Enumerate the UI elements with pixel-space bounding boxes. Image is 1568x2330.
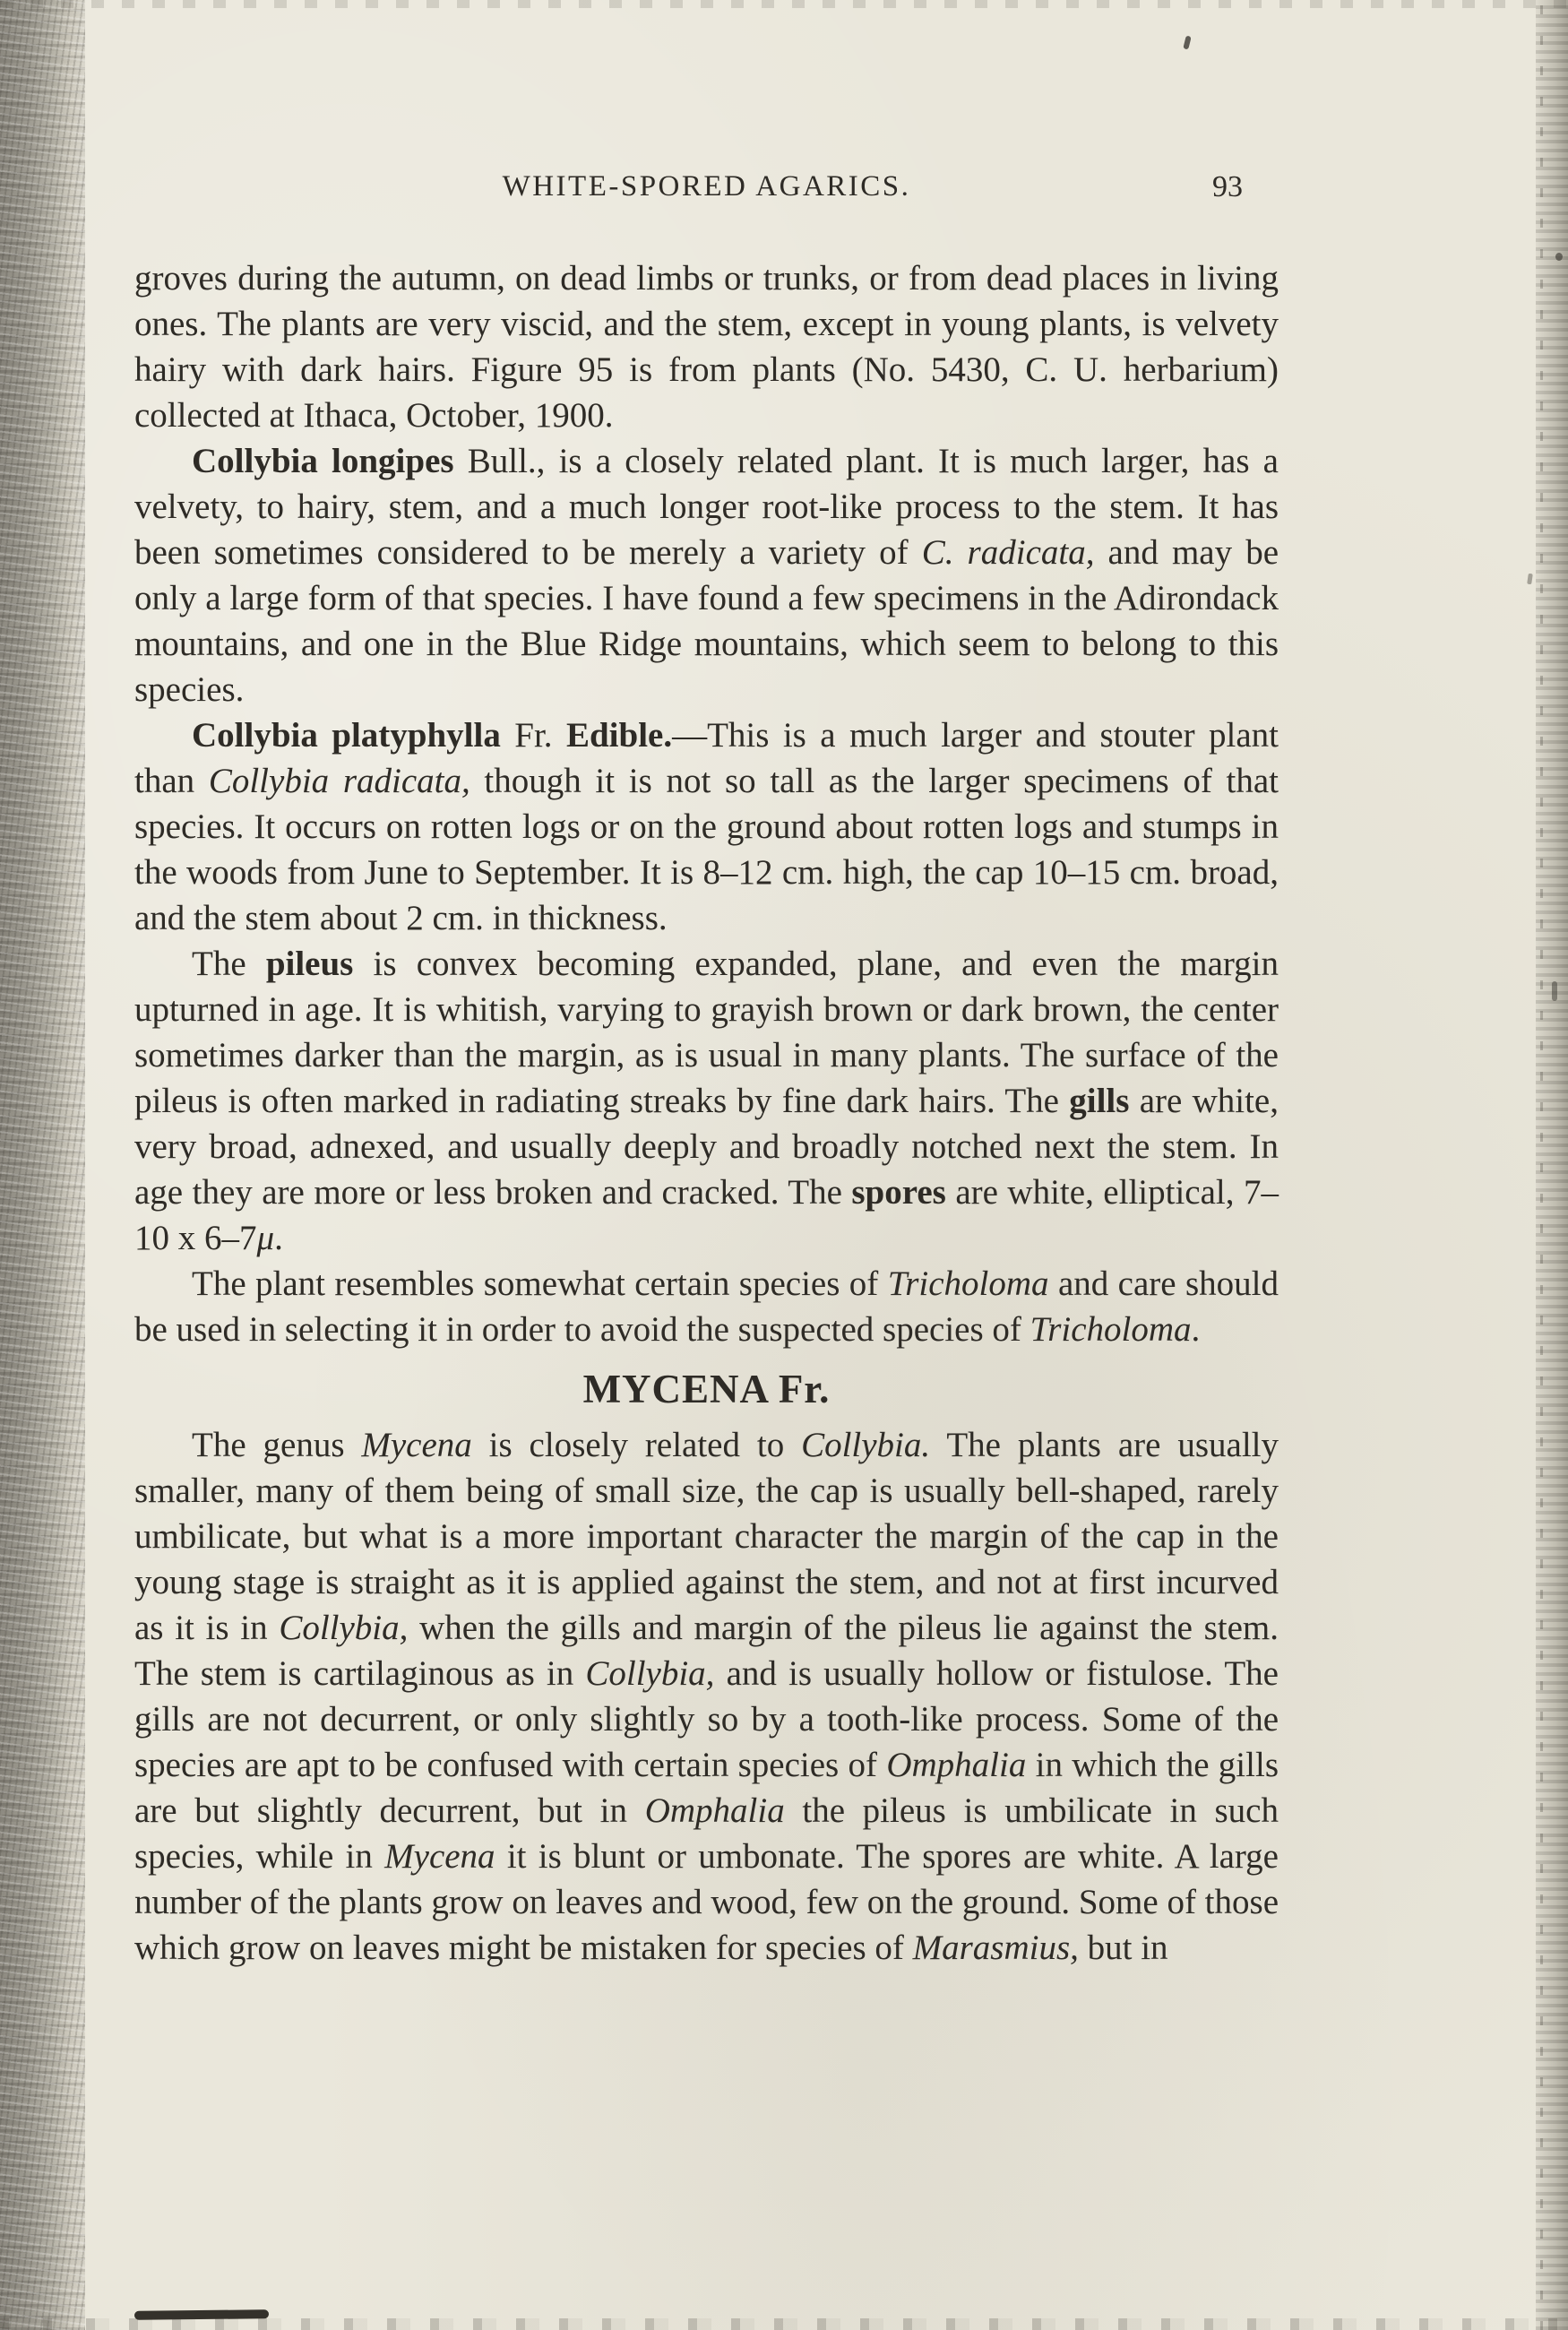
text-segment: Mycena	[384, 1837, 495, 1876]
paragraph	[134, 712, 1279, 941]
scan-edge-top	[0, 0, 1568, 8]
text-segment: are white, elliptical, 7–10 x 6–7	[134, 1173, 1279, 1257]
text-segment: The plants are usually smaller, many of them being of small size, the cap is usually bell-shaped, rarely umbilicate, but what is a more important character the margin of the cap in the young stage is straight as it is applied against the stem, and not at first incurved as it is in	[134, 1426, 1279, 1647]
scan-artifact	[134, 2309, 269, 2320]
text-segment: the pileus is umbilicate in such species, while in	[134, 1791, 1279, 1876]
text-segment: and may be only a large form of that species. I have found a few specimens in the Adirondack mountains, and one in the Blue Ridge mountains, which seem to belong to this species.	[134, 533, 1279, 709]
scan-artifact	[1183, 35, 1191, 49]
scan-artifact	[1555, 253, 1563, 261]
paragraph	[134, 255, 1279, 438]
text-segment: Omphalia	[644, 1791, 785, 1830]
running-header	[134, 170, 1279, 203]
text-segment: .	[1191, 1310, 1201, 1349]
text-segment: μ	[256, 1219, 275, 1257]
text-segment: is convex becoming expanded, plane, and even the margin upturned in age. It is whitish, varying to grayish brown or dark brown, the center sometimes darker than the margin, as is usual in many plants. The surface of the pileus is often marked in radiating streaks by fine dark hairs. The	[134, 945, 1279, 1120]
text-segment: and is usually hollow or fistulose. The gills are not decurrent, or only slightly so by a tooth-like process. Some of the species are apt to be confused with certain species of	[134, 1654, 1279, 1784]
text-segment: Fr.	[500, 716, 566, 755]
scan-edge-left	[0, 0, 85, 2330]
text-segment: C. radicata,	[921, 533, 1095, 572]
text-segment: The	[192, 945, 266, 983]
text-segment: Collybia platyphylla	[192, 716, 501, 755]
text-segment: Edible.	[565, 716, 673, 755]
text-segment: Omphalia	[886, 1746, 1027, 1784]
text-segment: is closely related to	[471, 1426, 802, 1464]
scan-artifact	[1552, 981, 1557, 1001]
paragraph	[134, 941, 1279, 1261]
text-segment: Collybia.	[801, 1426, 931, 1464]
text-segment: Collybia,	[279, 1609, 409, 1647]
scan-crease-line	[1540, 0, 1543, 2330]
text-segment: when the gills and margin of the pileus lie against the stem. The stem is cartilaginous as in	[134, 1609, 1279, 1693]
text-segment: and care should be used in selecting it in order to avoid the suspected species of	[134, 1264, 1279, 1349]
scan-artifact	[1527, 574, 1533, 585]
scan-edge-bottom	[0, 2318, 1568, 2330]
text-segment: —This is a much larger and stouter plant than	[134, 716, 1279, 800]
text-segment: Collybia,	[585, 1654, 715, 1693]
text-segment: .	[274, 1219, 283, 1257]
text-segment: pileus	[265, 945, 354, 983]
text-segment: Collybia radicata,	[208, 762, 470, 800]
running-header-title: WHITE-SPORED AGARICS.	[502, 170, 911, 203]
text-segment: are white, very broad, adnexed, and usually deeply and broadly notched next the stem. In age they are more or less broken and cracked. The	[134, 1082, 1279, 1212]
text-segment: Tricholoma	[887, 1264, 1049, 1303]
text-segment: Bull., is a closely related plant. It is much larger, has a velvety, to hairy, stem, and a much longer root-like process to the stem. It has been sometimes considered to be merely a variety of	[134, 442, 1279, 572]
text-segment: though it is not so tall as the larger specimens of that species. It occurs on rotten logs or on the ground about rotten logs and stumps in the woods from June to September. It is 8–12 cm. high, the cap 10–15 cm. broad, and the stem about 2 cm. in thickness.	[134, 762, 1279, 937]
text-segment: The plant resembles somewhat certain species of	[192, 1264, 888, 1303]
text-segment: gills	[1069, 1082, 1130, 1120]
text-segment: spores	[851, 1173, 946, 1212]
text-segment: Marasmius,	[912, 1929, 1079, 1967]
page-number: 93	[1212, 170, 1243, 203]
text-segment: in which the gills are but slightly decurrent, but in	[134, 1746, 1279, 1830]
paragraph	[134, 1422, 1279, 1971]
text-segment: Tricholoma	[1030, 1310, 1192, 1349]
text-segment: The genus	[192, 1426, 362, 1464]
page-content	[134, 170, 1279, 1971]
text-segment: Mycena	[361, 1426, 472, 1464]
paragraph	[134, 438, 1279, 712]
section-heading: MYCENA Fr.	[582, 1367, 831, 1411]
text-segment: it is blunt or umbonate. The spores are white. A large number of the plants grow on leaves and wood, few on the ground. Some of those which grow on leaves might be mistaken for species of	[134, 1837, 1279, 1967]
scan-edge-right	[1536, 0, 1568, 2330]
text-segment: Collybia longipes	[192, 442, 454, 480]
text-segment: groves during the autumn, on dead limbs or trunks, or from dead places in living ones. The plants are very viscid, and the stem, except in young plants, is velvety hairy with dark hairs. Figure 95 is from plants (No. 5430, C. U. herbarium) collected at Ithaca, October, 1900.	[134, 259, 1279, 435]
paragraph	[134, 1261, 1279, 1352]
text-segment: but in	[1078, 1929, 1168, 1967]
